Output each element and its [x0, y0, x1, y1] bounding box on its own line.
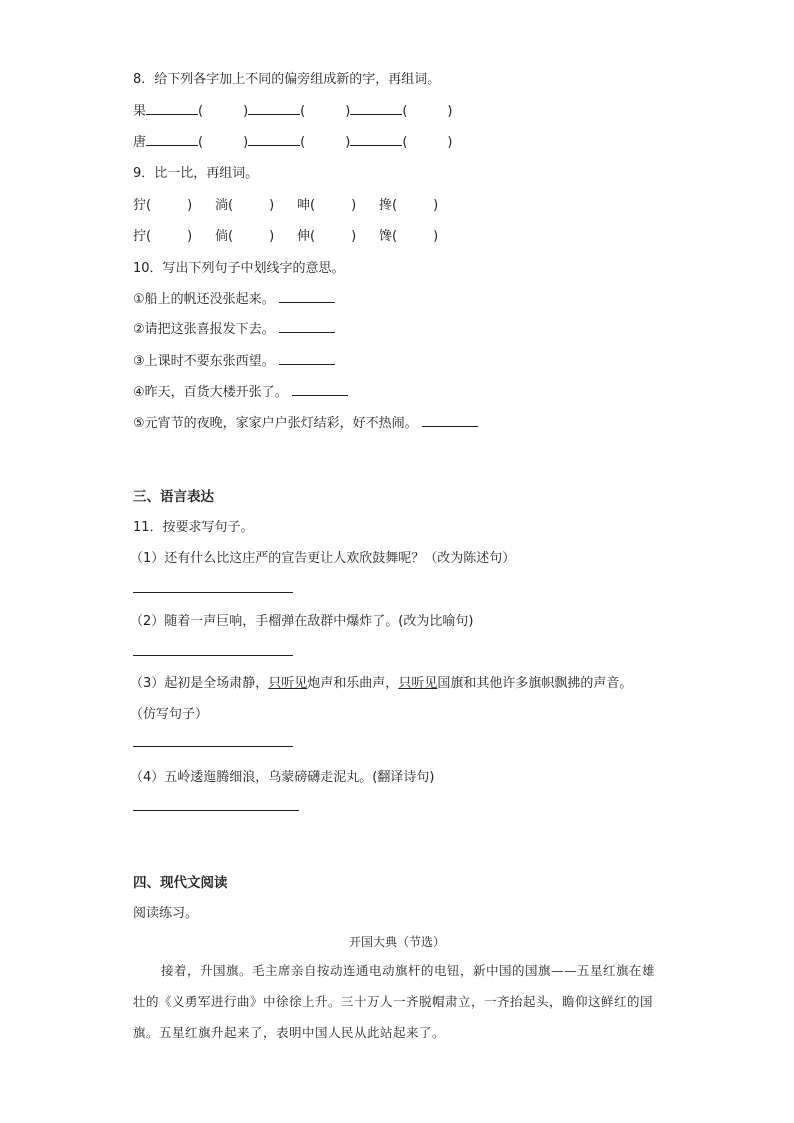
q11-sub-3-text: 炮声和乐曲声， [307, 676, 399, 691]
open-paren: ( [310, 198, 316, 213]
q10-item-text: ⑤元宵节的夜晚，家家户户张灯结彩，好不热闹。 [133, 416, 418, 431]
q11-sub-3 [130, 672, 632, 691]
q9-char: 拧 [133, 229, 147, 244]
q9-cell [215, 194, 297, 213]
q8-row-1-char: 果 [133, 104, 147, 119]
close-paren: ) [243, 104, 249, 119]
q9-cell [215, 225, 297, 244]
open-paren: ( [300, 104, 306, 119]
open-paren: ( [198, 135, 204, 150]
answer-blank[interactable] [292, 383, 348, 396]
open-paren: ( [402, 135, 408, 150]
close-paren: ) [447, 135, 453, 150]
open-paren: ( [146, 229, 152, 244]
close-paren: ) [433, 198, 439, 213]
answer-line[interactable] [133, 655, 293, 656]
passage-title: 开国大典（节选） [348, 935, 445, 949]
answer-line[interactable] [133, 592, 293, 593]
answer-blank[interactable] [350, 133, 402, 146]
close-paren: ) [187, 229, 193, 244]
close-paren: ) [187, 198, 193, 213]
q11-sub-3-text: （3）起初是全场肃静， [130, 676, 269, 691]
q9-char: 狞 [133, 198, 147, 213]
underlined-phrase: 只听见 [398, 676, 438, 691]
open-paren: ( [198, 104, 204, 119]
q10-item [133, 381, 348, 400]
q8-row-2 [133, 131, 452, 150]
q10-item [133, 288, 335, 307]
q10-item [133, 412, 478, 431]
open-paren: ( [146, 198, 152, 213]
q10-item [133, 318, 335, 337]
q10-item-text: ②请把这张喜报发下去。 [133, 322, 275, 337]
open-paren: ( [402, 104, 408, 119]
answer-blank[interactable] [146, 102, 198, 115]
q11-sub-3-text: 国旗和其他许多旗帜飘拂的声音。 [437, 676, 633, 691]
q9-cell [379, 194, 461, 213]
close-paren: ) [269, 229, 275, 244]
open-paren: ( [310, 229, 316, 244]
q10-item-text: ④昨天，百货大楼开张了。 [133, 385, 288, 400]
answer-line[interactable] [133, 810, 299, 811]
q8-row-1 [133, 100, 452, 119]
q9-cell [133, 194, 215, 213]
open-paren: ( [300, 135, 306, 150]
q10-item-text: ①船上的帆还没张起来。 [133, 292, 275, 307]
answer-line[interactable] [133, 746, 293, 747]
answer-blank[interactable] [248, 133, 300, 146]
q8-prompt: 8．给下列各字加上不同的偏旁组成新的字，再组词。 [133, 72, 441, 87]
q11-sub-4: （4）五岭逶迤腾细浪，乌蒙磅礴走泥丸。(翻译诗句) [130, 770, 435, 785]
close-paren: ) [351, 229, 357, 244]
q9-char: 呻 [297, 198, 311, 213]
q9-char: 淌 [215, 198, 229, 213]
q10-item-text: ③上课时不要东张西望。 [133, 354, 275, 369]
q9-cell [379, 225, 461, 244]
q9-char: 搀 [379, 198, 393, 213]
answer-blank[interactable] [146, 133, 198, 146]
close-paren: ) [243, 135, 249, 150]
open-paren: ( [392, 229, 398, 244]
q11-prompt: 11．按要求写句子。 [133, 520, 254, 535]
q9-row-2 [133, 225, 461, 244]
answer-blank[interactable] [279, 352, 335, 365]
q9-char: 馋 [379, 229, 393, 244]
q9-char: 伸 [297, 229, 311, 244]
answer-blank[interactable] [422, 414, 478, 427]
q11-sub-1: （1）还有什么比这庄严的宣告更让人欢欣鼓舞呢？（改为陈述句） [130, 551, 516, 566]
section-3-heading: 三、语言表达 [133, 489, 214, 505]
q9-prompt: 9．比一比，再组词。 [133, 166, 259, 181]
close-paren: ) [345, 104, 351, 119]
open-paren: ( [228, 198, 234, 213]
section-4-heading: 四、现代文阅读 [133, 875, 228, 891]
open-paren: ( [228, 229, 234, 244]
close-paren: ) [433, 229, 439, 244]
q9-cell [133, 225, 215, 244]
q11-sub-3-note: （仿写句子） [130, 707, 209, 722]
answer-blank[interactable] [279, 290, 335, 303]
q10-item [133, 350, 335, 369]
q11-sub-2: （2）随着一声巨响，手榴弹在敌群中爆炸了。(改为比喻句) [130, 614, 474, 629]
close-paren: ) [269, 198, 275, 213]
close-paren: ) [345, 135, 351, 150]
answer-blank[interactable] [350, 102, 402, 115]
q9-cell [297, 194, 379, 213]
q10-prompt: 10．写出下列句子中划线字的意思。 [133, 261, 345, 276]
q8-row-2-char: 唐 [133, 135, 147, 150]
answer-blank[interactable] [279, 320, 335, 333]
underlined-phrase: 只听见 [268, 676, 308, 691]
close-paren: ) [351, 198, 357, 213]
q9-char: 倘 [215, 229, 229, 244]
open-paren: ( [392, 198, 398, 213]
q9-cell [297, 225, 379, 244]
close-paren: ) [447, 104, 453, 119]
passage-body: 接着，升国旗。毛主席亲自按动连通电动旗杆的电钮，新中国的国旗——五星红旗在雄壮的《义勇军进行曲》中徐徐上升。三十万人一齐脱帽肃立，一齐抬起头，瞻仰这鲜红的国旗。五星红旗升起来了，表明中国人民从此站起来了。 [133, 963, 656, 1040]
answer-blank[interactable] [248, 102, 300, 115]
reading-intro: 阅读练习。 [133, 906, 199, 921]
q9-row-1 [133, 194, 461, 213]
